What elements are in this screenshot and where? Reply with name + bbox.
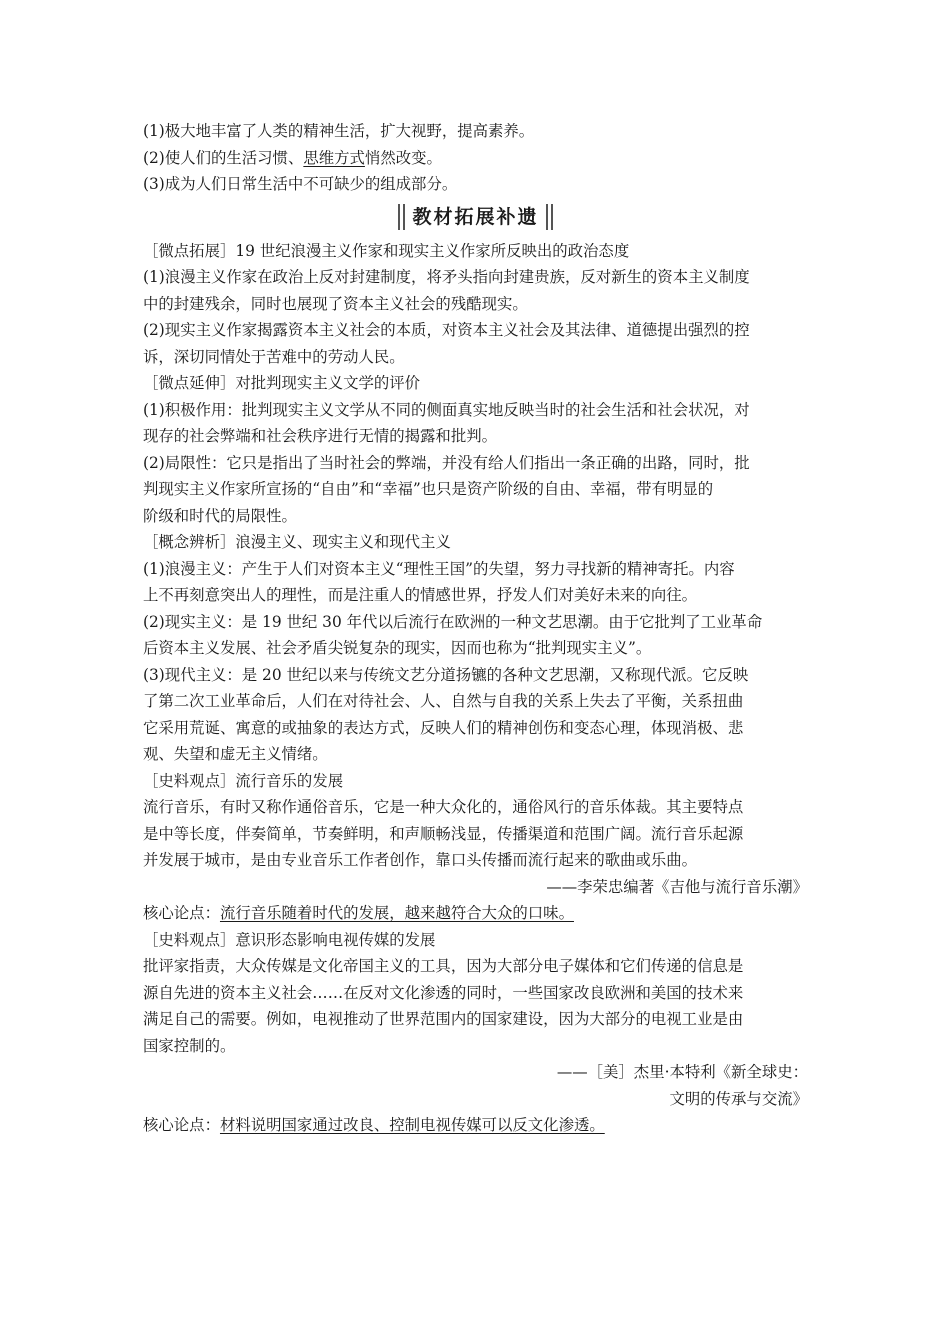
intro-item-1: (1)极大地丰富了人类的精神生活，扩大视野，提高素养。	[143, 122, 535, 140]
s5-p1-line: 批评家指责，大众传媒是文化帝国主义的工具，因为大部分电子媒体和它们传递的信息是	[143, 957, 744, 975]
s4-p1-line: 并发展于城市，是由专业音乐工作者创作，靠口头传播而流行起来的歌曲或乐曲。	[143, 851, 698, 869]
s3-heading	[143, 529, 808, 556]
s2-p1-line: (1)积极作用：批判现实主义文学从不同的侧面真实地反映当时的社会生活和社会状况，对	[143, 400, 750, 419]
s4-tag: ［史料观点］	[143, 771, 236, 790]
s5-p1-line: 国家控制的。	[143, 1036, 236, 1055]
s4-core-label: 核心论点：	[143, 904, 220, 922]
s5-title: 意识形态影响电视传媒的发展	[235, 930, 436, 949]
s2-p1-line: 现存的社会弊端和社会秩序进行无情的揭露和批判。	[143, 427, 497, 445]
s1-p1-line: 中的封建残余，同时也展现了资本主义社会的残酷现实。	[143, 294, 528, 313]
s3-tag: ［概念辨析］	[143, 533, 236, 551]
intro-item-2	[143, 145, 808, 172]
s1-title: 19 世纪浪漫主义作家和现实主义作家所反映出的政治态度	[235, 241, 630, 260]
s1-tag: ［微点拓展］	[143, 241, 236, 260]
intro-item-2-underlined: 思维方式	[303, 148, 365, 167]
intro-item-2-text: 使人们的生活习惯、	[164, 148, 304, 167]
s5-heading	[143, 927, 808, 954]
s3-p1-line: 上不再刻意突出人的理性，而是注重人的情感世界，抒发人们对美好未来的向往。	[143, 586, 698, 604]
s4-p1-line: 是中等长度，伴奏简单，节奏鲜明，和声顺畅浅显，传播渠道和范围广阔。流行音乐起源	[143, 824, 744, 843]
s2-p2-line: 判现实主义作家所宣扬的“自由”和“幸福”也只是资产阶级的自由、幸福，带有明显的	[143, 480, 714, 498]
intro-item-3: (3)成为人们日常生活中不可缺少的组成部分。	[143, 175, 458, 193]
s3-p2-line: 后资本主义发展、社会矛盾尖锐复杂的现实，因而也称为“批判现实主义”。	[143, 639, 652, 657]
s5-core	[143, 1112, 808, 1139]
s4-title: 流行音乐的发展	[235, 771, 344, 790]
s5-core-text: 材料说明国家通过改良、控制电视传媒可以反文化渗透。	[219, 1116, 605, 1134]
s4-p1-line: 流行音乐，有时又称作通俗音乐，它是一种大众化的，通俗风行的音乐体裁。其主要特点	[143, 798, 744, 816]
s4-heading	[143, 768, 808, 795]
s3-p3-line: 观、失望和虚无主义情绪。	[143, 745, 328, 763]
s1-p2-line: (2)现实主义作家揭露资本主义社会的本质，对资本主义社会及其法律、道德提出强烈的控	[143, 321, 750, 339]
s5-source-line-2: 文明的传承与交流》	[669, 1089, 808, 1108]
s1-p1-line: (1)浪漫主义作家在政治上反对封建制度，将矛头指向封建贵族，反对新生的资本主义制度	[143, 268, 750, 286]
s2-p2-line: (2)局限性：它只是指出了当时社会的弊端，并没有给人们指出一条正确的出路，同时，批	[143, 453, 750, 472]
s3-p3-line: 了第二次工业革命后，人们在对待社会、人、自然与自我的关系上失去了平衡，关系扭曲	[143, 692, 744, 710]
banner-title-box	[398, 202, 552, 232]
banner-bar-icon	[551, 204, 553, 230]
s2-title: 对批判现实主义文学的评价	[235, 374, 421, 392]
banner-title: 教材拓展补遗	[412, 205, 539, 228]
s3-p2-line: (2)现实主义：是 19 世纪 30 年代以后流行在欧洲的一种文艺思潮。由于它批判了工业革命	[143, 612, 763, 631]
banner-bar-icon	[398, 204, 400, 230]
s3-p3-line: (3)现代主义：是 20 世纪以来与传统文艺分道扬镳的各种文艺思潮，又称现代派。它反映	[143, 665, 749, 684]
s4-source: ——李荣忠编著《吉他与流行音乐潮》	[546, 877, 808, 896]
s5-p1-line: 源自先进的资本主义社会……在反对文化渗透的同时，一些国家改良欧洲和美国的技术来	[143, 983, 744, 1002]
s5-p1-line: 满足自己的需要。例如，电视推动了世界范围内的国家建设，因为大部分的电视工业是由	[143, 1010, 744, 1028]
s5-core-label: 核心论点：	[143, 1116, 220, 1134]
s2-p2-line: 阶级和时代的局限性。	[143, 506, 297, 525]
s5-source-line-1: ——［美］杰里·本特利《新全球史：	[556, 1063, 808, 1081]
s2-tag: ［微点延伸］	[143, 374, 236, 392]
s4-core-text: 流行音乐随着时代的发展，越来越符合大众的口味。	[219, 904, 574, 922]
s4-core	[143, 900, 808, 927]
section-banner	[143, 202, 808, 236]
s1-heading	[143, 238, 808, 265]
intro-item-2-end: 悄然改变。	[364, 148, 442, 167]
banner-bar-icon	[403, 204, 405, 230]
banner-bar-icon	[546, 204, 548, 230]
s1-p2-line: 诉，深切同情处于苦难中的劳动人民。	[143, 347, 405, 366]
s2-heading	[143, 370, 808, 397]
document-page	[143, 118, 808, 1139]
intro-item-2-prefix: (2)	[143, 148, 165, 167]
s5-tag: ［史料观点］	[143, 930, 236, 949]
s3-p3-line: 它采用荒诞、寓意的或抽象的表达方式，反映人们的精神创伤和变态心理，体现消极、悲	[143, 718, 744, 737]
s3-p1-line: (1)浪漫主义：产生于人们对资本主义“理性王国”的失望，努力寻找新的精神寄托。内容	[143, 559, 735, 578]
s3-title: 浪漫主义、现实主义和现代主义	[235, 533, 451, 551]
